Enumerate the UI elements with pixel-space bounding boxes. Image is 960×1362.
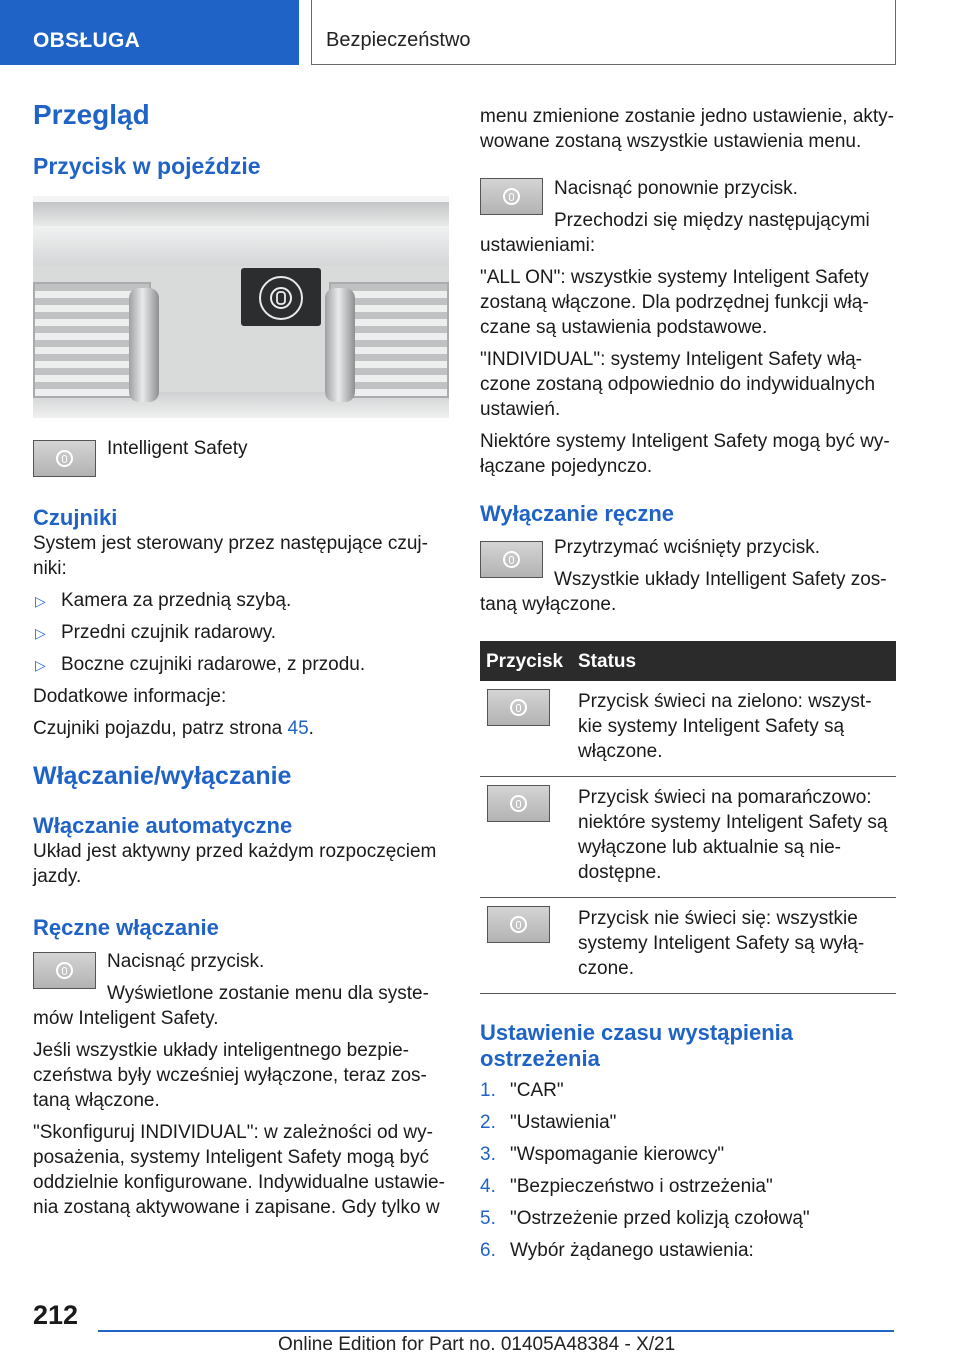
heading-sensors: Czujniki: [33, 505, 118, 530]
intelligent-safety-icon: [487, 906, 550, 943]
table-row: [480, 777, 896, 898]
some-off-note: Niektóre systemy Inteligent Safety mogą być wy-łączane pojedynczo.: [480, 431, 890, 477]
manual-on-all-off-note: Jeśli wszystkie układy inteligentnego bezpie-czeństwa były wcześniej wyłączone, teraz zos-taną włączone.: [33, 1040, 427, 1111]
press-again-step: Nacisnąć ponownie przycisk.: [554, 178, 798, 199]
safety-button-panel: [241, 268, 321, 326]
switch-settings-text: Przechodzi się między następującymi ustawieniami:: [480, 210, 870, 256]
left-vent-knob: [129, 288, 159, 402]
status-description: Przycisk świeci na zielono: wszyst-kie systemy Inteligent Safety są włączone.: [572, 681, 896, 777]
list-item: ▷ Boczne czujniki radarowe, z przodu.: [33, 652, 449, 677]
menu-change-text: menu zmienione zostanie jedno ustawienie, akty-wowane zostaną wszystkie ustawienia menu.: [480, 106, 895, 152]
list-item: 1. "CAR": [480, 1080, 564, 1101]
intelligent-safety-icon: [480, 178, 543, 215]
heading-manual-off: Wyłączanie ręczne: [480, 501, 675, 526]
manual-on-individual-note: "Skonfiguruj INDIVIDUAL": w zależności od wy-posażenia, systemy Inteligent Safety mogą być oddzielnie konfigurowane. Indywidualne ustawie-nia zostaną aktywowane i zapisane. Gdy tylko w: [33, 1122, 445, 1218]
edition-footer: Online Edition for Part no. 01405A48384 - X/21: [278, 1334, 676, 1355]
section-tab: [0, 0, 299, 65]
intelligent-safety-icon: [487, 785, 550, 822]
list-item: 4. "Bezpieczeństwo i ostrzeżenia": [480, 1176, 773, 1197]
hold-button-step: Przytrzymać wciśnięty przycisk.: [554, 537, 821, 558]
heading-manual-on: Ręczne włączanie: [33, 915, 219, 940]
page-number: 212: [33, 1300, 79, 1330]
triangle-bullet-icon: ▷: [35, 593, 46, 609]
heading-auto-on: Włączanie automatyczne: [33, 813, 293, 838]
intelligent-safety-icon: [480, 541, 543, 578]
all-on-description: "ALL ON": wszystkie systemy Inteligent Safety zostaną włączone. Dla podrzędnej funkcji włą-czane są ustawienia podstawowe.: [480, 267, 869, 338]
heading-warning-time: Ustawienie czasu wystąpienia ostrzeżenia: [480, 1020, 794, 1071]
status-table: [480, 641, 896, 994]
intelligent-safety-icon: [33, 952, 96, 989]
table-row: [480, 898, 896, 994]
column-header-status: Status: [572, 641, 896, 681]
right-column: [480, 104, 896, 1270]
hold-result-text: Wszystkie układy Intelligent Safety zos-taną wyłączone.: [480, 569, 887, 615]
triangle-bullet-icon: ▷: [35, 657, 46, 673]
sensors-intro: System jest sterowany przez następujące czuj-niki:: [33, 533, 428, 579]
manual-on-menu: Wyświetlone zostanie menu dla syste-mów Inteligent Safety.: [33, 983, 429, 1029]
list-item: 6. Wybór żądanego ustawienia:: [480, 1240, 754, 1261]
chapter-tab: [311, 0, 896, 65]
status-description: Przycisk świeci na pomarańczowo: niektóre systemy Inteligent Safety są wyłączone lub aktualnie są nie-dostępne.: [572, 777, 896, 898]
list-item: ▷ Przedni czujnik radarowy.: [33, 620, 449, 645]
list-item: ▷ Kamera za przednią szybą.: [33, 588, 449, 613]
dashboard-photo: [33, 196, 449, 418]
triangle-bullet-icon: ▷: [35, 625, 46, 641]
settings-steps: [480, 1078, 896, 1263]
photo-caption: Intelligent Safety: [107, 438, 248, 459]
list-item: 2. "Ustawienia": [480, 1112, 617, 1133]
right-vent-knob: [325, 288, 355, 402]
intelligent-safety-icon: [487, 689, 550, 726]
intelligent-safety-icon: [259, 276, 303, 320]
table-row: [480, 681, 896, 777]
list-item: 5. "Ostrzeżenie przed kolizją czołową": [480, 1208, 810, 1229]
left-column: [33, 98, 449, 1227]
footer-divider: [98, 1330, 894, 1332]
column-header-button: Przycisk: [480, 641, 572, 681]
section-label: OBSŁUGA: [33, 29, 141, 52]
heading-button-in-vehicle: Przycisk w pojeździe: [33, 153, 261, 179]
additional-info-label: Dodatkowe informacje:: [33, 686, 227, 707]
heading-on-off: Włączanie/wyłączanie: [33, 762, 292, 790]
intelligent-safety-icon: [33, 440, 96, 477]
status-description: Przycisk nie świeci się: wszystkie systemy Inteligent Safety są wyłą-czone.: [572, 898, 896, 994]
sensors-list: [33, 588, 449, 677]
individual-description: "INDIVIDUAL": systemy Inteligent Safety włą-czone zostaną odpowiednio do indywidualnych ustawień.: [480, 349, 876, 420]
chapter-label: Bezpieczeństwo: [326, 29, 471, 51]
manual-on-step: Nacisnąć przycisk.: [107, 951, 265, 972]
list-item: 3. "Wspomaganie kierowcy": [480, 1144, 725, 1165]
heading-overview: Przegląd: [33, 99, 150, 130]
page-link[interactable]: 45: [287, 718, 309, 739]
sensors-reference: Czujniki pojazdu, patrz strona 45.: [33, 718, 314, 739]
auto-on-text: Układ jest aktywny przed każdym rozpoczęciem jazdy.: [33, 841, 437, 887]
